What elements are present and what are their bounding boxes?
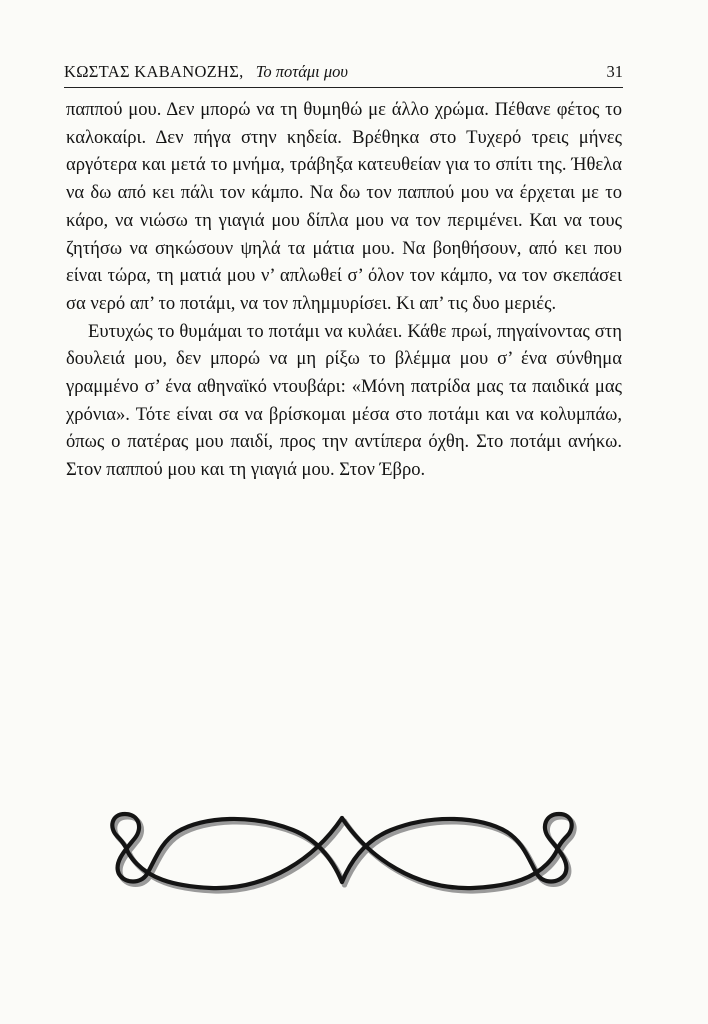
double-heart-flourish-icon bbox=[103, 800, 581, 900]
body-text bbox=[66, 96, 622, 484]
paragraph-continued: παππού μου. Δεν μπορώ να τη θυμηθώ με άλλο χρώμα. Πέθανε φέτος το καλοκαίρι. Δεν πήγα στην κηδεία. Βρέθηκα στο Τυχερό τρεις μήνες αργότερα και μετά το μνήμα, τράβηξα κατευθείαν για το σπίτι της. Ήθελα να δω από κει πάλι τον κάμπο. Να δω τον παππού μου να έρχεται με το κάρο, να νιώσω τη γιαγιά μου δίπλα μου να τον περιμένει. Και να τους ζητήσω να σηκώσουν ψηλά τα μάτια μου. Να βοηθήσουν, από κει που είναι τώρα, τη ματιά μου ν’ απλωθεί σ’ όλον τον κάμπο, να τον σκεπάσει σα νερό απ’ το ποτάμι, να τον πλημμυρίσει. Κι απ’ τις δυο μεριές. bbox=[66, 99, 622, 314]
header-book-title: Το ποτάμι μου bbox=[255, 62, 348, 81]
page-number: 31 bbox=[606, 62, 623, 81]
running-header bbox=[64, 62, 623, 88]
paragraph: Ευτυχώς το θυμάμαι το ποτάμι να κυλάει. Κάθε πρωί, πηγαίνοντας στη δουλειά μου, δεν μπορώ να μη ρίξω το βλέμμα μου σ’ ένα σύνθημα γραμμένο σ’ ένα αθηναϊκό ντουβάρι: «Μόνη πατρίδα μας τα παιδικά μας χρόνια». Τότε είναι σα να βρίσκομαι μέσα στο ποτάμι και να κολυμπάω, όπως ο πατέρας μου παιδί, προς την αντίπερα όχθη. Στο ποτάμι ανήκω. Στον παππού μου και τη γιαγιά μου. Στον Έβρο. bbox=[66, 320, 622, 481]
header-author: ΚΩΣΤΑΣ ΚΑΒΑΝΟΖΗΣ, bbox=[64, 62, 244, 81]
header-rule bbox=[64, 87, 623, 88]
